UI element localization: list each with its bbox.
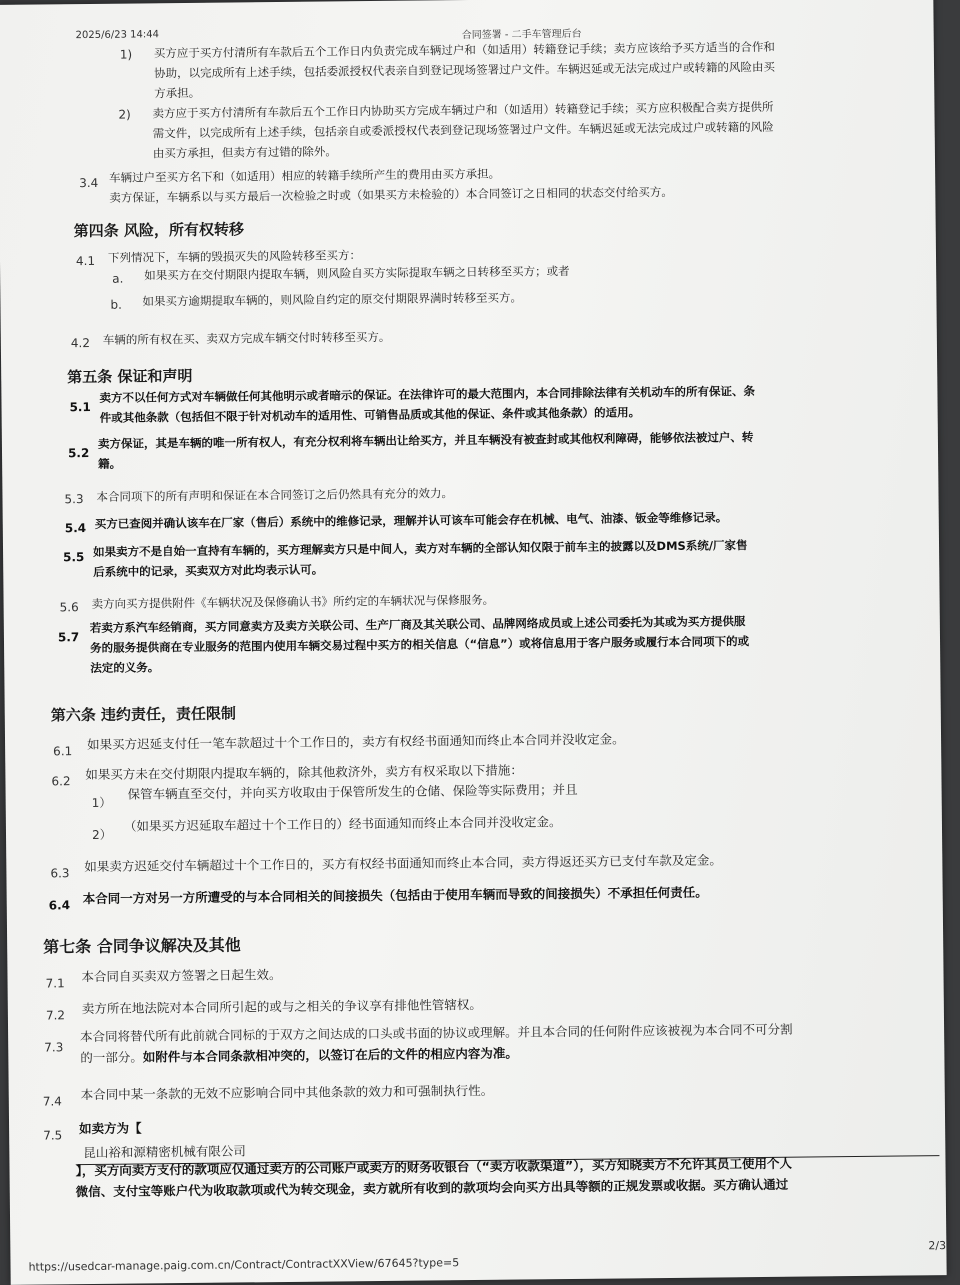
clause-7-3: 本合同将替代所有此前就合同标的于双方之间达成的口头或书面的协议或理解。并且本合同的任何附件应该被视为本合同不可分割 的一部分。如附件与本合同条款相冲突的，以签订在后的文件的相应内容为准。 [80, 1021, 793, 1066]
clause-7-4: 本合同中某一条款的无效不应影响合同中其他条款的效力和可强制执行性。 [80, 1082, 494, 1103]
clause-4-1-a: 如果买方在交付期限内提取车辆，则风险自买方实际提取车辆之日转移至买方；或者 [144, 263, 570, 283]
clause-5-2: 卖方保证，其是车辆的唯一所有权人，有充分权利将车辆出让给买方，并且车辆没有被查封或其他权利障碍，能够依法被过户、转 籍。 [97, 430, 754, 471]
clause-7-2: 卖方所在地法院对本合同所引起的或与之相关的争议享有排他性管辖权。 [81, 996, 482, 1017]
clause-7-5-continuation: 】，买方向卖方支付的款项应仅通过卖方的公司账户或卖方的财务收银台（“卖方收款渠道”），买方知晓卖方不允许其员工使用个人 微信、支付宝等账户代为收取款项或代为转交现金，卖方就所有收到的款项均会向买方出具等额的正规发票或收据。买方确认通过 [75, 1155, 793, 1200]
clause-6-2-2: （如果买方迟延取车超过十个工作日的）经书面通知而终止本合同并没收定金。 [123, 814, 562, 834]
clause-number: 7.4 [42, 1094, 62, 1109]
print-page-title: 合同签署 - 二手车管理后台 [461, 28, 582, 42]
clause-number: 4.2 [70, 335, 91, 351]
item-letter: b. [110, 297, 122, 312]
clause-number: 6.4 [48, 898, 71, 913]
clause-number: 5.7 [57, 630, 80, 645]
clause-number: 4.1 [75, 253, 96, 269]
clause-4-1: 下列情况下，车辆的毁损灭失的风险转移至买方： [107, 248, 362, 265]
clause-number: 5.3 [64, 492, 84, 507]
clause-number: 6.1 [53, 744, 73, 759]
clause-5-4: 买方已查阅并确认该车在厂家（售后）系统中的维修记录，理解并认可该车可能会存在机械、电气、油漆、钣金等维修记录。 [94, 510, 728, 531]
clause-number: 7.5 [43, 1128, 63, 1143]
clause-number: 6.2 [51, 774, 71, 789]
clause-number: 5.1 [69, 399, 91, 415]
print-datetime: 2025/6/23 14:44 [75, 29, 159, 42]
clause-5-6: 卖方向买方提供附件《车辆状况及保修确认书》所约定的车辆状况与保修服务。 [91, 592, 495, 611]
clause-5-7: 若卖方系汽车经销商，买方同意卖方及卖方关联公司、生产厂商及其关联公司、品牌网络成员或上述公司委托为其或为买方提供服 务的服务提供商在专业服务的范围内使用车辆交易过程中买方的相关信息（“信息”）或将信息用于客户服务或履行本合同项下的或 法定的义务。 [89, 614, 750, 675]
clause-number: 3.4 [79, 175, 99, 191]
clause-number: 6.3 [50, 866, 70, 881]
item-number: 2) [118, 107, 131, 122]
clause-6-2: 如果买方未在交付期限内提取车辆的，除其他救济外，卖方有权采取以下措施： [85, 762, 523, 783]
item-number: 1) [119, 47, 133, 62]
clause-6-3: 如果卖方迟延交付车辆超过十个工作日的，买方有权经书面通知而终止本合同，卖方得返还买方已支付车款及定金。 [84, 852, 722, 875]
clause-5-3: 本合同项下的所有声明和保证在本合同签订之后仍然具有充分的效力。 [96, 486, 454, 504]
clause-number: 7.3 [44, 1040, 64, 1055]
clause-number: 5.4 [64, 521, 87, 536]
clause-number: 7.1 [45, 976, 65, 991]
clause-number: 5.2 [67, 445, 90, 461]
clause-6-2-1: 保管车辆直至交付，并向买方收取由于保管所发生的仓储、保险等实际费用；并且 [127, 781, 578, 802]
item-letter: a. [112, 271, 124, 286]
clause-7-5-label: 如卖方为【 [79, 1120, 142, 1137]
clause-3-item-2: 卖方应于买方付清所有车款后五个工作日内协助买方完成车辆过户和（如适用）转籍登记手续；买方应积极配合卖方提供所 需文件，以完成所有上述手续，包括亲自或委派授权代表到登记现场签署过户文件。车辆迟延或无法完成过户或转籍的风险 由买方承担，但卖方有过错的除外。 [152, 99, 774, 161]
section-heading-7: 第七条 合同争议解决及其他 [43, 935, 241, 957]
item-number: 2） [91, 827, 112, 842]
section-heading-6: 第六条 违约责任，责任限制 [50, 704, 237, 725]
clause-4-1-b: 如果买方逾期提取车辆的，则风险自约定的原交付期限界满时转移至买方。 [142, 290, 522, 309]
clause-number: 7.2 [45, 1008, 66, 1023]
clause-6-4: 本合同一方对另一方所遭受的与本合同相关的间接损失（包括由于使用车辆而导致的间接损失）不承担任何责任。 [82, 884, 708, 907]
section-heading-5: 第五条 保证和声明 [67, 366, 193, 387]
clause-number: 5.5 [63, 550, 85, 565]
seller-company-name: 昆山裕和源精密机械有限公司 [83, 1143, 246, 1161]
clause-3-4: 车辆过户至买方名下和（如适用）相应的转籍手续所产生的费用由买方承担。 卖方保证，车辆系以与买方最后一次检验之时或（如果买方未检验的）本合同签订之日相同的状态交付给买方。 [109, 166, 673, 205]
clause-6-1: 如果买方迟延支付任一笔车款超过十个工作日的，卖方有权经书面通知而终止本合同并没收定金。 [86, 731, 625, 753]
clause-5-1: 卖方不以任何方式对车辆做任何其他明示或者暗示的保证。在法律许可的最大范围内，本合同排除法律有关机动车的所有保证、条 件或其他条款（包括但不限于针对机动车的适用性、可销售品质或其他的保证、条件或其他条款）的适用。 [99, 384, 755, 425]
clause-number: 5.6 [59, 600, 79, 615]
item-number: 1） [91, 795, 112, 810]
print-url: https://usedcar-manage.paig.com.cn/Contract/ContractXXView/67645?type=5 [28, 1256, 460, 1274]
clause-3-item-1: 买方应于买方付清所有车款后五个工作日内负责完成车辆过户和（如适用）转籍登记手续；卖方应该给予买方适当的合作和 协助，以完成所有上述手续，包括委派授权代表亲自到登记现场签署过户文件。车辆迟延或无法完成过户或转籍的风险由买 方承担。 [153, 39, 776, 101]
clause-7-1: 本合同自买卖双方签署之日起生效。 [81, 967, 282, 985]
page-number: 2/3 [928, 1239, 947, 1253]
section-heading-4: 第四条 风险，所有权转移 [73, 220, 245, 241]
clause-5-5: 如果卖方不是自始一直持有车辆的，买方理解卖方只是中间人，卖方对车辆的全部认知仅限于前车主的披露以及DMS系统/厂家售 后系统中的记录，买卖双方对此均表示认可。 [92, 538, 748, 579]
clause-4-2: 车辆的所有权在买、卖双方完成车辆交付时转移至买方。 [102, 329, 391, 347]
